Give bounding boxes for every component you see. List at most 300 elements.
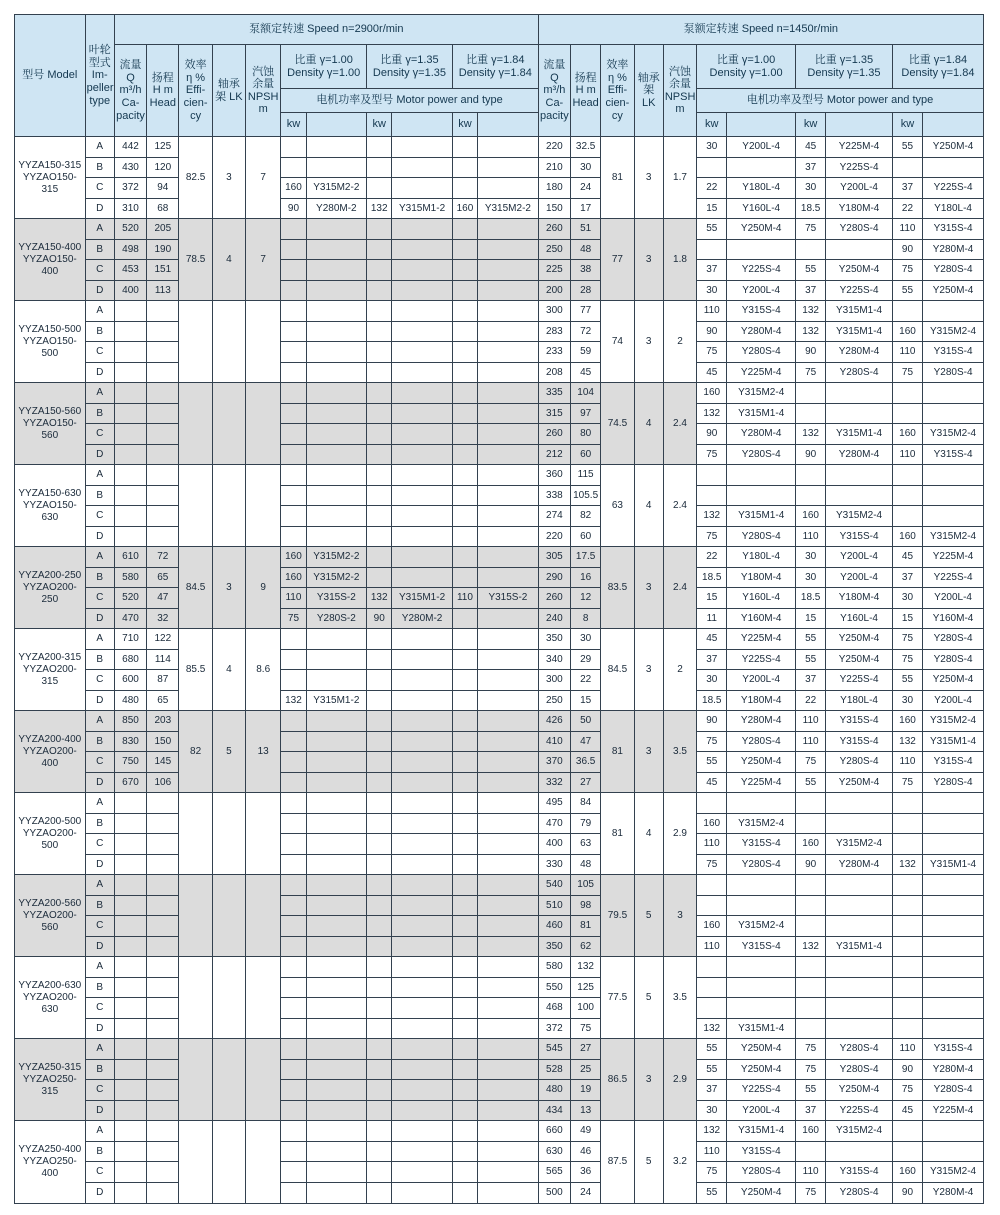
value-cell [306, 526, 367, 547]
value-cell [697, 157, 727, 178]
value-cell: 77 [571, 301, 601, 322]
value-cell [281, 444, 306, 465]
value-cell: 30 [571, 629, 601, 650]
impeller-cell: D [85, 854, 114, 875]
value-cell: 60 [571, 526, 601, 547]
table-row [15, 424, 984, 445]
value-cell: Y315M1-4 [727, 403, 796, 424]
value-cell: 132 [697, 506, 727, 527]
value-cell [306, 424, 367, 445]
value-cell [306, 301, 367, 322]
value-cell: 12 [571, 588, 601, 609]
value-cell: 27 [571, 772, 601, 793]
value-cell [478, 567, 539, 588]
value-cell: 498 [114, 239, 146, 260]
value-cell: Y280S-4 [727, 342, 796, 363]
table-row [15, 1100, 984, 1121]
value-cell [923, 1141, 984, 1162]
value-cell [452, 547, 477, 568]
value-cell: 13 [246, 711, 281, 793]
value-cell [367, 219, 392, 240]
value-cell: 75 [281, 608, 306, 629]
value-cell: 90 [892, 1182, 922, 1203]
value-cell [392, 1121, 453, 1142]
value-cell: 55 [796, 1080, 826, 1101]
value-cell: Y315S-4 [923, 444, 984, 465]
value-cell [796, 383, 826, 404]
value-cell: Y315M1-4 [826, 301, 893, 322]
value-cell: 545 [538, 1039, 570, 1060]
value-cell: 110 [892, 444, 922, 465]
value-cell: Y315M2-4 [923, 321, 984, 342]
value-cell [147, 1059, 179, 1080]
value-cell: 15 [697, 588, 727, 609]
value-cell [281, 321, 306, 342]
value-cell: Y315M2-4 [727, 916, 796, 937]
value-cell [212, 793, 245, 875]
impeller-cell: C [85, 916, 114, 937]
table-row [15, 301, 984, 322]
value-cell: 160 [892, 526, 922, 547]
value-cell: 132 [892, 731, 922, 752]
value-cell [452, 424, 477, 445]
value-cell: 75 [892, 1080, 922, 1101]
header-density-135-2900: 比重 γ=1.35 Density γ=1.35 [367, 45, 453, 88]
value-cell: Y280S-4 [923, 629, 984, 650]
value-cell [246, 383, 281, 465]
value-cell: 84.5 [179, 547, 212, 629]
value-cell: Y315M2-2 [306, 178, 367, 199]
table-row [15, 711, 984, 732]
table-row [15, 731, 984, 752]
value-cell: 90 [697, 321, 727, 342]
value-cell [892, 834, 922, 855]
value-cell: 372 [114, 178, 146, 199]
value-cell: 2.9 [663, 793, 696, 875]
value-cell [452, 752, 477, 773]
value-cell [392, 957, 453, 978]
value-cell: 37 [697, 649, 727, 670]
value-cell: Y315M1-4 [923, 854, 984, 875]
value-cell: 132 [796, 936, 826, 957]
value-cell [281, 1100, 306, 1121]
value-cell [147, 465, 179, 486]
impeller-cell: C [85, 1162, 114, 1183]
value-cell: Y315M1-2 [306, 690, 367, 711]
value-cell [796, 895, 826, 916]
value-cell: Y250M-4 [923, 670, 984, 691]
value-cell: 45 [571, 362, 601, 383]
value-cell [392, 547, 453, 568]
value-cell [478, 629, 539, 650]
table-row [15, 772, 984, 793]
value-cell: Y280M-2 [306, 198, 367, 219]
value-cell: 30 [796, 567, 826, 588]
value-cell [392, 649, 453, 670]
header-efficiency-1450: 效率 η % Effi- cien- cy [601, 45, 634, 137]
value-cell: 106 [147, 772, 179, 793]
value-cell [281, 895, 306, 916]
model-cell: YYZA150-315 YYZAO150-315 [15, 137, 86, 219]
value-cell: 160 [281, 547, 306, 568]
value-cell: Y250M-4 [727, 219, 796, 240]
value-cell [392, 342, 453, 363]
impeller-cell: A [85, 465, 114, 486]
value-cell [367, 547, 392, 568]
value-cell [147, 1182, 179, 1203]
value-cell [212, 465, 245, 547]
value-cell [147, 895, 179, 916]
value-cell [306, 772, 367, 793]
value-cell [452, 1182, 477, 1203]
value-cell: 45 [697, 629, 727, 650]
value-cell [147, 1039, 179, 1060]
impeller-cell: C [85, 1080, 114, 1101]
impeller-cell: A [85, 383, 114, 404]
value-cell [281, 1121, 306, 1142]
value-cell [179, 1039, 212, 1121]
value-cell: 55 [892, 137, 922, 158]
value-cell [147, 424, 179, 445]
value-cell: 150 [538, 198, 570, 219]
value-cell [478, 752, 539, 773]
header-speed-2900: 泵额定转速 Speed n=2900r/min [114, 15, 538, 45]
value-cell: 468 [538, 998, 570, 1019]
value-cell [796, 957, 826, 978]
value-cell: 90 [892, 1059, 922, 1080]
value-cell [306, 485, 367, 506]
value-cell: Y280S-4 [923, 772, 984, 793]
value-cell [392, 465, 453, 486]
value-cell: 426 [538, 711, 570, 732]
value-cell: Y280S-4 [727, 854, 796, 875]
value-cell [367, 1121, 392, 1142]
value-cell: 13 [571, 1100, 601, 1121]
value-cell [392, 1059, 453, 1080]
table-row [15, 1182, 984, 1203]
model-cell: YYZA200-400 YYZAO200-400 [15, 711, 86, 793]
value-cell: Y280S-4 [727, 731, 796, 752]
value-cell: 240 [538, 608, 570, 629]
value-cell [281, 629, 306, 650]
value-cell: 48 [571, 854, 601, 875]
value-cell: 132 [796, 424, 826, 445]
value-cell [923, 834, 984, 855]
impeller-cell: B [85, 321, 114, 342]
value-cell [478, 731, 539, 752]
value-cell: 330 [538, 854, 570, 875]
value-cell [697, 957, 727, 978]
value-cell: 2.4 [663, 547, 696, 629]
impeller-cell: D [85, 526, 114, 547]
value-cell [147, 506, 179, 527]
value-cell: 3.2 [663, 1121, 696, 1204]
value-cell: Y315S-4 [826, 731, 893, 752]
value-cell: 37 [796, 157, 826, 178]
value-cell [367, 342, 392, 363]
value-cell [306, 813, 367, 834]
value-cell: Y180L-4 [826, 690, 893, 711]
value-cell: 55 [796, 649, 826, 670]
value-cell: Y200L-4 [923, 690, 984, 711]
value-cell: 3.5 [663, 711, 696, 793]
value-cell [478, 1039, 539, 1060]
value-cell: Y200L-4 [727, 1100, 796, 1121]
value-cell [367, 260, 392, 281]
value-cell: 680 [114, 649, 146, 670]
value-cell [478, 875, 539, 896]
value-cell: 110 [892, 1039, 922, 1060]
value-cell: 410 [538, 731, 570, 752]
value-cell [452, 1141, 477, 1162]
value-cell: Y225S-4 [826, 280, 893, 301]
value-cell [796, 485, 826, 506]
value-cell [306, 957, 367, 978]
value-cell: Y315M2-2 [478, 198, 539, 219]
value-cell [478, 137, 539, 158]
impeller-cell: A [85, 547, 114, 568]
value-cell [306, 1059, 367, 1080]
value-cell: 190 [147, 239, 179, 260]
value-cell [114, 1121, 146, 1142]
value-cell: Y225M-4 [923, 547, 984, 568]
value-cell [246, 957, 281, 1039]
header-bearing-2900: 轴承架 LK [212, 45, 245, 137]
value-cell: Y280S-4 [727, 444, 796, 465]
value-cell: 47 [147, 588, 179, 609]
value-cell [367, 793, 392, 814]
value-cell: 83.5 [601, 547, 634, 629]
value-cell: Y315M1-2 [392, 588, 453, 609]
value-cell [147, 875, 179, 896]
value-cell [392, 485, 453, 506]
value-cell [923, 301, 984, 322]
value-cell [246, 793, 281, 875]
value-cell [478, 157, 539, 178]
value-cell: 208 [538, 362, 570, 383]
header-motor-2900: 电机功率及型号 Motor power and type [281, 88, 538, 112]
value-cell [727, 957, 796, 978]
value-cell [306, 936, 367, 957]
table-row [15, 690, 984, 711]
value-cell: 36 [571, 1162, 601, 1183]
value-cell [452, 342, 477, 363]
table-row [15, 1018, 984, 1039]
value-cell [367, 916, 392, 937]
value-cell: Y315M2-4 [826, 834, 893, 855]
value-cell [367, 1162, 392, 1183]
value-cell: 47 [571, 731, 601, 752]
value-cell: Y280S-4 [727, 1162, 796, 1183]
value-cell [826, 813, 893, 834]
table-row [15, 1121, 984, 1142]
value-cell: 315 [538, 403, 570, 424]
value-cell [392, 137, 453, 158]
value-cell: 160 [796, 834, 826, 855]
header-blank [306, 113, 367, 137]
value-cell [392, 895, 453, 916]
value-cell: Y315S-4 [923, 342, 984, 363]
value-cell [727, 895, 796, 916]
header-npsh-1450: 汽蚀余量 NPSH m [663, 45, 696, 137]
header-density-184-1450: 比重 γ=1.84 Density γ=1.84 [892, 45, 983, 88]
value-cell [697, 895, 727, 916]
value-cell [923, 1121, 984, 1142]
value-cell: 30 [697, 670, 727, 691]
value-cell [796, 916, 826, 937]
header-density-100-1450: 比重 γ=1.00 Density γ=1.00 [697, 45, 796, 88]
table-row [15, 178, 984, 199]
value-cell [892, 465, 922, 486]
value-cell: 132 [697, 403, 727, 424]
value-cell: 16 [571, 567, 601, 588]
value-cell [392, 301, 453, 322]
table-row [15, 506, 984, 527]
impeller-cell: C [85, 752, 114, 773]
impeller-cell: A [85, 793, 114, 814]
value-cell: 55 [796, 772, 826, 793]
impeller-cell: A [85, 711, 114, 732]
value-cell [367, 403, 392, 424]
value-cell [306, 137, 367, 158]
value-cell: 160 [892, 1162, 922, 1183]
value-cell [727, 239, 796, 260]
value-cell [478, 280, 539, 301]
table-row [15, 1080, 984, 1101]
table-row [15, 465, 984, 486]
value-cell [697, 977, 727, 998]
value-cell: 75 [796, 1182, 826, 1203]
value-cell: Y315S-4 [727, 834, 796, 855]
value-cell [147, 444, 179, 465]
value-cell [367, 834, 392, 855]
value-cell: 520 [114, 588, 146, 609]
value-cell [179, 793, 212, 875]
value-cell: 4 [212, 219, 245, 301]
value-cell [114, 301, 146, 322]
value-cell [452, 731, 477, 752]
value-cell [923, 895, 984, 916]
value-cell: 212 [538, 444, 570, 465]
value-cell [478, 936, 539, 957]
value-cell: 75 [796, 1039, 826, 1060]
pump-performance-table [14, 14, 984, 1204]
value-cell: 3.5 [663, 957, 696, 1039]
value-cell [452, 957, 477, 978]
value-cell [306, 1162, 367, 1183]
value-cell: 45 [892, 547, 922, 568]
value-cell: 110 [892, 219, 922, 240]
impeller-cell: A [85, 1039, 114, 1060]
value-cell [478, 485, 539, 506]
table-row [15, 321, 984, 342]
value-cell [367, 731, 392, 752]
value-cell: 220 [538, 526, 570, 547]
value-cell: 63 [601, 465, 634, 547]
value-cell: 335 [538, 383, 570, 404]
value-cell: Y225M-4 [923, 1100, 984, 1121]
value-cell: Y250M-4 [826, 260, 893, 281]
value-cell: 4 [634, 465, 663, 547]
value-cell: 45 [796, 137, 826, 158]
value-cell [452, 793, 477, 814]
impeller-cell: B [85, 977, 114, 998]
value-cell: 510 [538, 895, 570, 916]
value-cell [892, 1121, 922, 1142]
impeller-cell: A [85, 1121, 114, 1142]
value-cell [281, 157, 306, 178]
value-cell: 81 [601, 711, 634, 793]
value-cell: 660 [538, 1121, 570, 1142]
value-cell: 565 [538, 1162, 570, 1183]
value-cell: 65 [147, 690, 179, 711]
value-cell: 90 [796, 342, 826, 363]
value-cell [306, 670, 367, 691]
value-cell: 75 [697, 1162, 727, 1183]
value-cell: 75 [796, 362, 826, 383]
value-cell: 75 [697, 731, 727, 752]
value-cell: 110 [796, 731, 826, 752]
value-cell: Y315M1-4 [727, 1121, 796, 1142]
table-row [15, 957, 984, 978]
value-cell: 442 [114, 137, 146, 158]
value-cell [114, 875, 146, 896]
value-cell [392, 711, 453, 732]
value-cell [281, 1039, 306, 1060]
table-row [15, 526, 984, 547]
value-cell: 65 [147, 567, 179, 588]
value-cell: 86.5 [601, 1039, 634, 1121]
value-cell [281, 1080, 306, 1101]
table-row [15, 444, 984, 465]
value-cell [246, 1121, 281, 1204]
value-cell: 210 [538, 157, 570, 178]
value-cell [281, 239, 306, 260]
value-cell [306, 752, 367, 773]
value-cell: 55 [697, 219, 727, 240]
value-cell [281, 813, 306, 834]
value-cell: 2.4 [663, 383, 696, 465]
value-cell [452, 526, 477, 547]
value-cell [246, 1039, 281, 1121]
value-cell: 8.6 [246, 629, 281, 711]
table-row [15, 157, 984, 178]
value-cell: Y280S-4 [727, 526, 796, 547]
value-cell [796, 1018, 826, 1039]
value-cell [147, 1100, 179, 1121]
value-cell [114, 465, 146, 486]
value-cell: 233 [538, 342, 570, 363]
value-cell: 104 [571, 383, 601, 404]
value-cell: Y160L-4 [826, 608, 893, 629]
value-cell [306, 280, 367, 301]
value-cell [392, 1080, 453, 1101]
value-cell: 75 [796, 219, 826, 240]
value-cell: 55 [892, 280, 922, 301]
value-cell: 30 [796, 547, 826, 568]
value-cell [478, 998, 539, 1019]
value-cell [923, 813, 984, 834]
value-cell [392, 752, 453, 773]
value-cell: 2 [663, 629, 696, 711]
value-cell: 300 [538, 670, 570, 691]
value-cell [392, 260, 453, 281]
value-cell: 77 [601, 219, 634, 301]
value-cell [306, 649, 367, 670]
value-cell: Y280S-4 [826, 1039, 893, 1060]
value-cell: 24 [571, 178, 601, 199]
value-cell [147, 301, 179, 322]
